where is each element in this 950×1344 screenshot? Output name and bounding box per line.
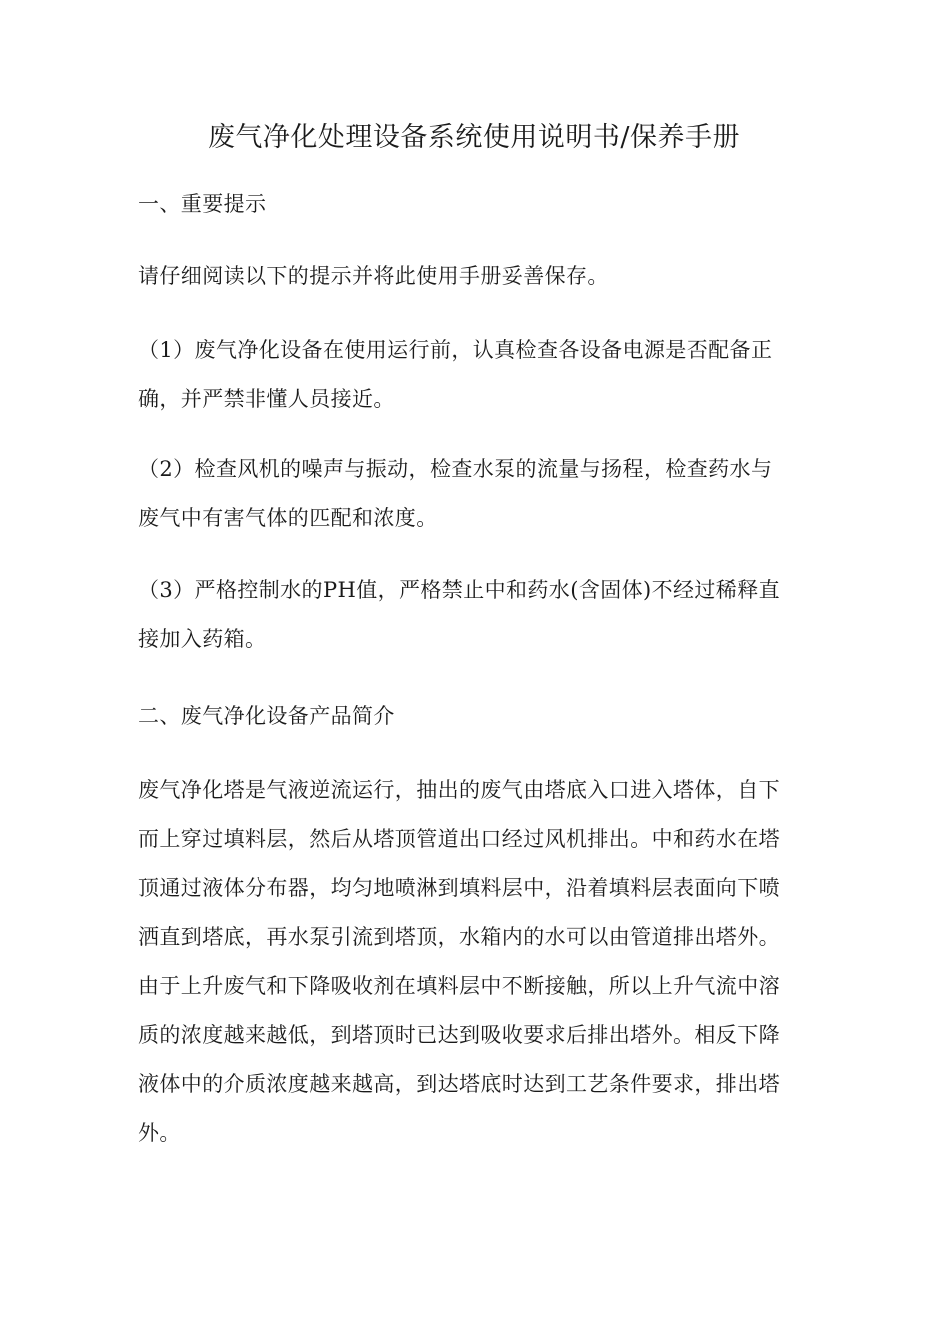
section-heading-text: 一、重要提示 bbox=[138, 192, 267, 216]
notice-item-line: 接加入药箱。 bbox=[138, 627, 267, 651]
notice-item-1 bbox=[138, 326, 810, 424]
paragraph-line: 顶通过液体分布器，均匀地喷淋到填料层中，沿着填料层表面向下喷 bbox=[138, 876, 780, 900]
section-intro bbox=[138, 252, 810, 301]
paragraph-line: 洒直到塔底，再水泵引流到塔顶，水箱内的水可以由管道排出塔外。 bbox=[138, 925, 780, 949]
notice-item-line: （1）废气净化设备在使用运行前，认真检查各设备电源是否配备正 bbox=[138, 338, 773, 362]
paragraph-line: 外。 bbox=[138, 1121, 181, 1145]
intro-text: 请仔细阅读以下的提示并将此使用手册妥善保存。 bbox=[138, 264, 609, 288]
notice-item-2 bbox=[138, 445, 810, 543]
document-title: 废气净化处理设备系统使用说明书/保养手册 bbox=[207, 122, 741, 153]
notice-item-line: 废气中有害气体的匹配和浓度。 bbox=[138, 506, 438, 530]
notice-item-3 bbox=[138, 566, 810, 664]
paragraph-line: 而上穿过填料层，然后从塔顶管道出口经过风机排出。中和药水在塔 bbox=[138, 827, 780, 851]
paragraph-line: 废气净化塔是气液逆流运行，抽出的废气由塔底入口进入塔体，自下 bbox=[138, 778, 780, 802]
paragraph-line: 液体中的介质浓度越来越高，到达塔底时达到工艺条件要求，排出塔 bbox=[138, 1072, 780, 1096]
section-heading-product-intro bbox=[138, 692, 810, 741]
product-intro-paragraph bbox=[138, 766, 810, 1158]
section-heading-important-notes bbox=[138, 180, 810, 229]
paragraph-line: 由于上升废气和下降吸收剂在填料层中不断接触，所以上升气流中溶 bbox=[138, 974, 780, 998]
notice-item-line: （2）检查风机的噪声与振动，检查水泵的流量与扬程，检查药水与 bbox=[138, 457, 773, 481]
paragraph-line: 质的浓度越来越低，到塔顶时已达到吸收要求后排出塔外。相反下降 bbox=[138, 1023, 780, 1047]
notice-item-line: （3）严格控制水的PH值，严格禁止中和药水(含固体)不经过稀释直 bbox=[138, 578, 780, 602]
section-heading-text: 二、废气净化设备产品简介 bbox=[138, 704, 395, 728]
notice-item-line: 确，并严禁非懂人员接近。 bbox=[138, 387, 395, 411]
